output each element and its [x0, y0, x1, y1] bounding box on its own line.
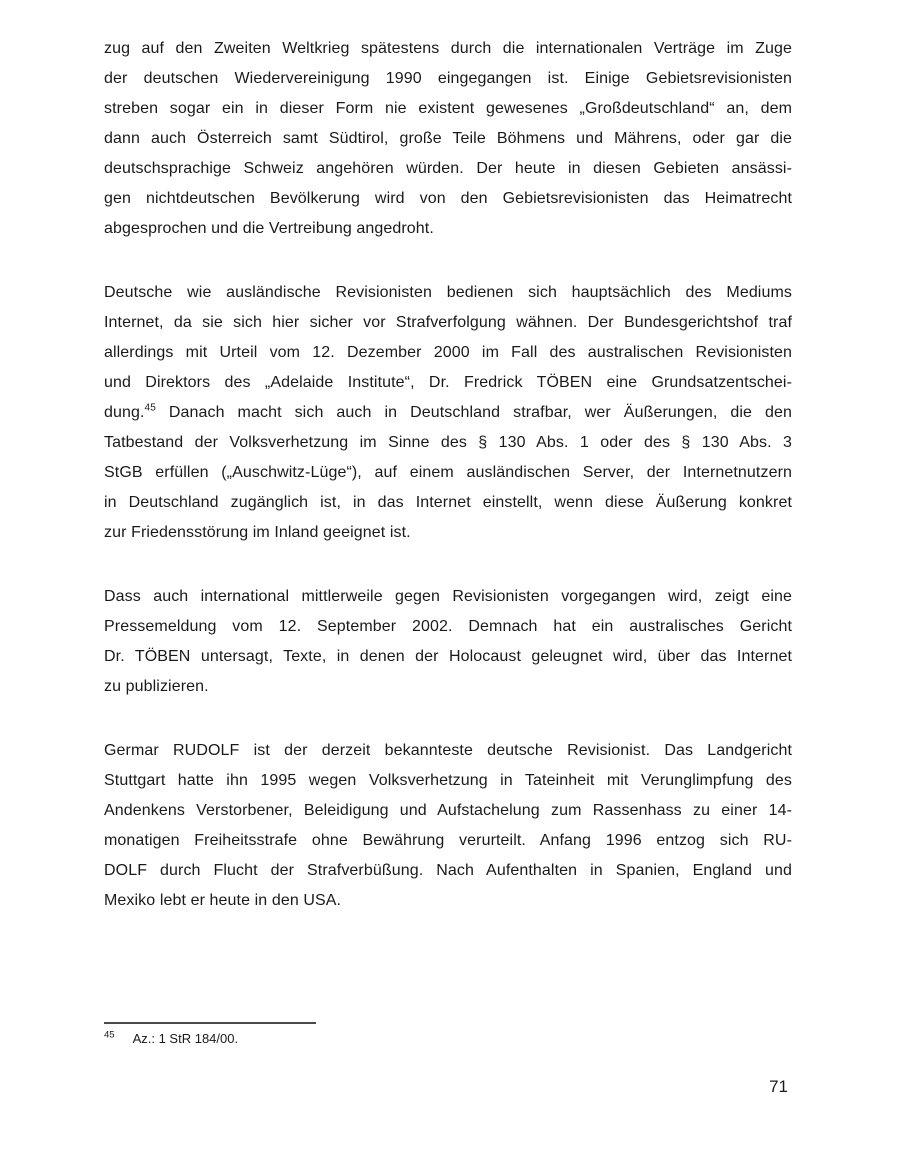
text-line: zu publizieren.	[104, 678, 209, 695]
text-line: abgesprochen und die Vertreibung angedroht.	[104, 220, 434, 237]
text-line: dung.$^{45}$ Danach macht sich auch in Deutschland strafbar, wer Äußerungen, die den	[104, 402, 792, 421]
text-line: in Deutschland zugänglich ist, in das Internet einstellt, wenn diese Äußerung konkret	[104, 494, 792, 511]
text-line: Pressemeldung vom 12. September 2002. Demnach hat ein australisches Gericht	[104, 618, 792, 635]
page-number: 71	[769, 1077, 788, 1096]
text-line: Dass auch international mittlerweile gegen Revisionisten vorgegangen wird, zeigt eine	[104, 588, 792, 605]
text-line: Stuttgart hatte ihn 1995 wegen Volksverhetzung in Tateinheit mit Verunglimpfung des	[104, 772, 792, 789]
text-line: Andenkens Verstorbener, Beleidigung und Aufstachelung zum Rassenhass zu einer 14-	[104, 802, 792, 819]
footnote-block	[104, 1022, 792, 1046]
text-line: allerdings mit Urteil vom 12. Dezember 2000 im Fall des australischen Revisionisten	[104, 344, 792, 361]
text-line: der deutschen Wiedervereinigung 1990 eingegangen ist. Einige Gebietsrevisionisten	[104, 70, 792, 87]
text-line: und Direktors des „Adelaide Institute“, Dr. Fredrick TÖBEN eine Grundsatzentschei-	[104, 374, 792, 391]
footnote-marker: 45	[104, 1029, 115, 1041]
text-line: zug auf den Zweiten Weltkrieg spätestens durch die internationalen Verträge im Zuge	[104, 40, 792, 57]
text-line: Deutsche wie ausländische Revisionisten bedienen sich hauptsächlich des Mediums	[104, 284, 792, 301]
text-line: streben sogar ein in dieser Form nie existent gewesenes „Großdeutschland“ an, dem	[104, 100, 792, 117]
footnote-divider	[104, 1022, 316, 1024]
paragraph	[104, 34, 792, 244]
paragraph	[104, 736, 792, 916]
paragraph	[104, 278, 792, 548]
text-line: Internet, da sie sich hier sicher vor Strafverfolgung wähnen. Der Bundesgerichtshof traf	[104, 314, 792, 331]
text-line: DOLF durch Flucht der Strafverbüßung. Nach Aufenthalten in Spanien, England und	[104, 862, 792, 879]
text-line: monatigen Freiheitsstrafe ohne Bewährung verurteilt. Anfang 1996 entzog sich RU-	[104, 832, 792, 849]
text-line: gen nichtdeutschen Bevölkerung wird von den Gebietsrevisionisten das Heimatrecht	[104, 190, 792, 207]
document-body	[104, 34, 792, 950]
text-line: Dr. TÖBEN untersagt, Texte, in denen der Holocaust geleugnet wird, über das Internet	[104, 648, 792, 665]
paragraph	[104, 582, 792, 702]
text-line: dann auch Österreich samt Südtirol, große Teile Böhmens und Mährens, oder gar die	[104, 130, 792, 147]
footnote-text: Az.: 1 StR 184/00.	[132, 1031, 239, 1046]
footnote-ref: 45	[144, 402, 156, 414]
text-line: Tatbestand der Volksverhetzung im Sinne des § 130 Abs. 1 oder des § 130 Abs. 3	[104, 434, 792, 451]
text-line: zur Friedensstörung im Inland geeignet ist.	[104, 524, 411, 541]
text-line: deutschsprachige Schweiz angehören würden. Der heute in diesen Gebieten ansässi-	[104, 160, 792, 177]
footnote	[104, 1031, 792, 1046]
text-line: Mexiko lebt er heute in den USA.	[104, 892, 342, 909]
text-line: Germar RUDOLF ist der derzeit bekannteste deutsche Revisionist. Das Landgericht	[104, 742, 792, 759]
text-line: StGB erfüllen („Auschwitz-Lüge“), auf einem ausländischen Server, der Internetnutzern	[104, 464, 792, 481]
